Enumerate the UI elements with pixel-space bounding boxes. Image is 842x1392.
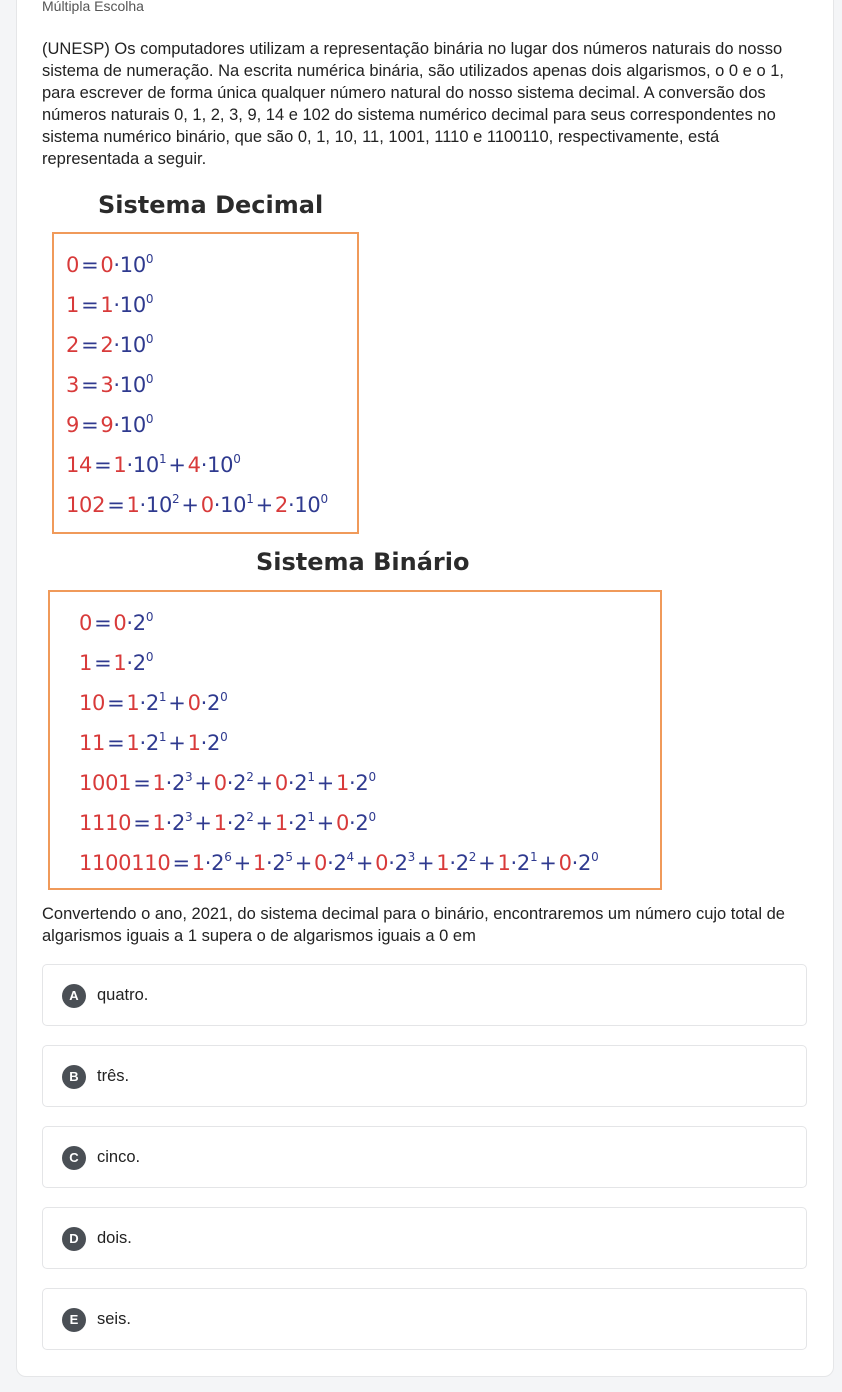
equation-operator: ·2 xyxy=(449,851,469,875)
binary-system-box xyxy=(48,590,662,890)
equation-line xyxy=(79,770,376,795)
equation-operator: + xyxy=(316,771,334,795)
equation-operator: ·2 xyxy=(349,811,369,835)
equation-number: 1001 xyxy=(79,771,132,795)
equation-operator: ·10 xyxy=(113,413,146,437)
equation-exponent: 0 xyxy=(145,332,154,346)
equation-exponent: 2 xyxy=(172,492,180,506)
equation-operator: = xyxy=(133,811,151,835)
equation-operator: = xyxy=(81,293,99,317)
equation-number: 11 xyxy=(79,731,106,755)
equation-operator: = xyxy=(172,851,190,875)
equation-digit: 0 xyxy=(213,771,227,795)
equation-operator: + xyxy=(194,771,212,795)
equation-number: 1 xyxy=(66,293,80,317)
equation-line xyxy=(79,690,227,715)
equation-exponent: 1 xyxy=(158,690,167,704)
option-letter-badge: D xyxy=(62,1227,86,1251)
equation-operator: ·10 xyxy=(200,453,234,477)
equation-digit: 0 xyxy=(187,691,201,715)
equation-operator: = xyxy=(94,453,112,477)
equation-operator: ·10 xyxy=(113,253,146,277)
equation-line xyxy=(79,610,153,635)
equation-exponent: 0 xyxy=(368,810,376,824)
equation-exponent: 0 xyxy=(145,650,154,664)
equation-line xyxy=(66,452,241,477)
option-letter-badge: A xyxy=(62,984,86,1008)
equation-operator: ·10 xyxy=(287,493,321,517)
equation-digit: 1 xyxy=(126,691,140,715)
equation-exponent: 6 xyxy=(224,850,232,864)
equation-exponent: 2 xyxy=(246,810,254,824)
equation-exponent: 1 xyxy=(246,492,254,506)
equation-digit: 0 xyxy=(314,851,328,875)
option-b[interactable] xyxy=(42,1045,807,1107)
equation-digit: 9 xyxy=(100,413,114,437)
equation-operator: ·2 xyxy=(287,771,308,795)
equation-operator: ·2 xyxy=(200,731,221,755)
equation-exponent: 0 xyxy=(320,492,328,506)
equation-digit: 1 xyxy=(126,493,140,517)
equation-exponent: 0 xyxy=(145,412,154,426)
equation-exponent: 4 xyxy=(346,850,354,864)
question-type-label: Múltipla Escolha xyxy=(42,0,144,14)
decimal-system-box xyxy=(52,232,359,534)
equation-operator: ·10 xyxy=(126,453,159,477)
equation-exponent: 0 xyxy=(368,770,376,784)
option-d[interactable] xyxy=(42,1207,807,1269)
equation-line xyxy=(66,252,153,277)
equation-operator: ·2 xyxy=(265,851,286,875)
equation-digit: 1 xyxy=(152,771,166,795)
equation-digit: 2 xyxy=(100,333,114,357)
equation-digit: 0 xyxy=(375,851,389,875)
equation-number: 10 xyxy=(79,691,106,715)
equation-exponent: 0 xyxy=(145,610,154,624)
equation-operator: + xyxy=(417,851,435,875)
equation-operator: + xyxy=(168,453,186,477)
equation-digit: 1 xyxy=(252,851,266,875)
equation-digit: 1 xyxy=(113,651,127,675)
equation-line xyxy=(79,730,227,755)
option-c[interactable] xyxy=(42,1126,807,1188)
equation-operator: ·10 xyxy=(213,493,247,517)
equation-line xyxy=(66,492,328,517)
equation-number: 0 xyxy=(66,253,80,277)
equation-digit: 3 xyxy=(100,373,114,397)
equation-operator: = xyxy=(107,493,125,517)
equation-number: 9 xyxy=(66,413,80,437)
equation-operator: = xyxy=(107,691,125,715)
equation-operator: + xyxy=(294,851,313,875)
equation-operator: ·2 xyxy=(126,611,146,635)
option-text: dois. xyxy=(97,1229,132,1247)
equation-number: 102 xyxy=(66,493,106,517)
equation-digit: 1 xyxy=(436,851,450,875)
equation-exponent: 3 xyxy=(185,810,193,824)
equation-line xyxy=(66,332,153,357)
equation-exponent: 0 xyxy=(591,850,599,864)
equation-operator: = xyxy=(107,731,125,755)
option-letter-badge: C xyxy=(62,1146,86,1170)
equation-operator: + xyxy=(355,851,374,875)
equation-exponent: 5 xyxy=(285,850,293,864)
equation-operator: ·2 xyxy=(139,691,159,715)
equation-operator: + xyxy=(255,493,273,517)
equation-number: 3 xyxy=(66,373,80,397)
equation-operator: ·2 xyxy=(200,691,221,715)
equation-digit: 0 xyxy=(335,811,350,835)
equation-line xyxy=(79,850,598,875)
equation-operator: = xyxy=(81,333,99,357)
equation-digit: 0 xyxy=(558,851,572,875)
equation-operator: + xyxy=(316,811,334,835)
equation-operator: ·2 xyxy=(327,851,347,875)
equation-operator: ·10 xyxy=(113,373,146,397)
equation-digit: 0 xyxy=(200,493,214,517)
equation-exponent: 1 xyxy=(158,730,167,744)
binary-system-title: Sistema Binário xyxy=(256,548,470,576)
equation-exponent: 0 xyxy=(145,252,154,266)
equation-operator: = xyxy=(81,413,99,437)
equation-digit: 1 xyxy=(100,293,114,317)
option-text: cinco. xyxy=(97,1148,141,1166)
question-prompt: Convertendo o ano, 2021, do sistema decimal para o binário, encontraremos um número cujo total de algarismos iguais a 1 supera o de algarismos iguais a 0 em xyxy=(42,905,785,945)
equation-operator: + xyxy=(168,731,186,755)
equation-exponent: 1 xyxy=(529,850,538,864)
equation-operator: ·2 xyxy=(204,851,225,875)
option-text: quatro. xyxy=(97,986,149,1004)
equation-operator: ·2 xyxy=(571,851,592,875)
option-letter-badge: E xyxy=(62,1308,86,1332)
equation-operator: = xyxy=(81,373,99,397)
equation-operator: = xyxy=(133,771,151,795)
equation-number: 2 xyxy=(66,333,80,357)
equation-operator: + xyxy=(194,811,212,835)
equation-digit: 1 xyxy=(274,811,288,835)
equation-operator: ·10 xyxy=(139,493,173,517)
equation-operator: ·2 xyxy=(226,771,247,795)
equation-number: 14 xyxy=(66,453,93,477)
equation-exponent: 0 xyxy=(220,690,228,704)
option-a[interactable] xyxy=(42,964,807,1026)
equation-exponent: 3 xyxy=(407,850,415,864)
equation-exponent: 0 xyxy=(145,372,154,386)
equation-line xyxy=(79,650,153,675)
equation-number: 1100110 xyxy=(79,851,171,875)
equation-exponent: 1 xyxy=(307,810,315,824)
equation-number: 1110 xyxy=(79,811,132,835)
equation-digit: 0 xyxy=(100,253,114,277)
equation-operator: + xyxy=(181,493,199,517)
equation-operator: ·2 xyxy=(165,811,186,835)
equation-digit: 4 xyxy=(187,453,201,477)
question-statement: (UNESP) Os computadores utilizam a representação binária no lugar dos números naturais do nosso sistema de numeração. Na escrita numérica binária, são utilizados apenas dois algarismos, o 0 e o 1, para escrever de forma única qualquer número natural do nosso sistema decimal. A conversão dos números naturais 0, 1, 2, 3, 9, 14 e 102 do sistema numérico decimal para seus correspondentes no sistema numérico binário, que são 0, 1, 10, 11, 1001, 1110 e 1100110, respectivamente, está representada a seguir. xyxy=(42,40,784,168)
equation-digit: 1 xyxy=(335,771,350,795)
equation-digit: 1 xyxy=(152,811,166,835)
equation-operator: ·2 xyxy=(126,651,146,675)
equation-operator: = xyxy=(94,651,112,675)
equation-digit: 1 xyxy=(497,851,511,875)
equation-operator: ·2 xyxy=(226,811,247,835)
equation-operator: + xyxy=(233,851,251,875)
equation-digit: 1 xyxy=(126,731,140,755)
equation-digit: 2 xyxy=(274,493,288,517)
equation-operator: = xyxy=(81,253,99,277)
equation-operator: + xyxy=(478,851,496,875)
equation-line xyxy=(79,810,376,835)
option-e[interactable] xyxy=(42,1288,807,1350)
equation-digit: 1 xyxy=(113,453,127,477)
equation-operator: ·2 xyxy=(139,731,159,755)
equation-line xyxy=(66,372,153,397)
equation-operator: ·10 xyxy=(113,333,146,357)
equation-digit: 0 xyxy=(113,611,127,635)
equation-operator: ·2 xyxy=(349,771,369,795)
option-letter-badge: B xyxy=(62,1065,86,1089)
equation-digit: 1 xyxy=(187,731,201,755)
equation-digit: 1 xyxy=(213,811,227,835)
equation-exponent: 3 xyxy=(185,770,193,784)
equation-operator: + xyxy=(255,771,273,795)
equation-exponent: 1 xyxy=(158,452,167,466)
option-text: três. xyxy=(97,1067,130,1085)
equation-operator: = xyxy=(94,611,112,635)
equation-operator: + xyxy=(168,691,186,715)
equation-operator: + xyxy=(255,811,273,835)
equation-line xyxy=(66,412,153,437)
equation-line xyxy=(66,292,153,317)
equation-number: 0 xyxy=(79,611,93,635)
equation-exponent: 2 xyxy=(246,770,254,784)
option-text: seis. xyxy=(97,1310,131,1328)
equation-operator: ·2 xyxy=(510,851,530,875)
equation-operator: ·2 xyxy=(388,851,408,875)
equation-operator: ·10 xyxy=(113,293,146,317)
equation-operator: ·2 xyxy=(165,771,186,795)
equation-exponent: 0 xyxy=(233,452,241,466)
equation-digit: 1 xyxy=(191,851,205,875)
equation-exponent: 1 xyxy=(307,770,315,784)
equation-exponent: 2 xyxy=(468,850,477,864)
equation-operator: ·2 xyxy=(287,811,308,835)
equation-digit: 0 xyxy=(274,771,288,795)
equation-exponent: 0 xyxy=(220,730,228,744)
equation-operator: + xyxy=(539,851,557,875)
equation-exponent: 0 xyxy=(145,292,154,306)
decimal-system-title: Sistema Decimal xyxy=(98,191,324,219)
equation-number: 1 xyxy=(79,651,93,675)
